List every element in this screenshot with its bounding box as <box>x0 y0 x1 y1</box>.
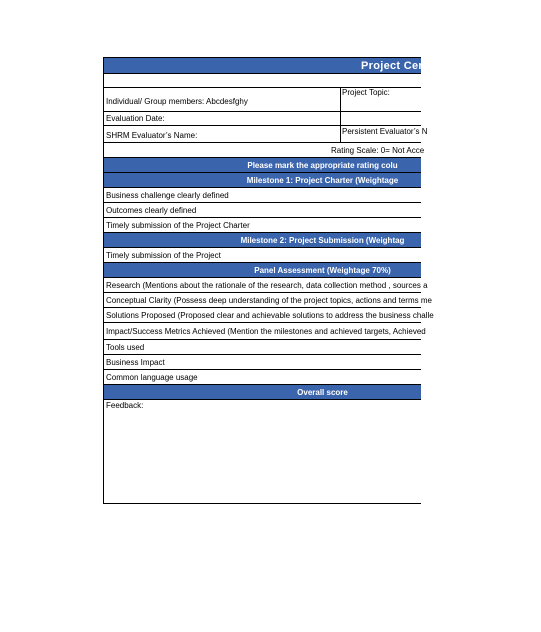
milestone-1-heading <box>104 173 421 188</box>
criterion-row <box>104 293 432 308</box>
milestone-1-title: Milestone 1: Project Charter (Weightage <box>246 176 399 185</box>
blank-row <box>104 74 421 88</box>
criterion-label: Conceptual Clarity (Possess deep understanding of the project topics, actions and terms me <box>106 296 432 305</box>
milestone-2-heading <box>104 233 421 248</box>
criterion-label: Outcomes clearly defined <box>106 206 197 215</box>
milestone-2-title: Milestone 2: Project Submission (Weightag <box>240 236 405 245</box>
criterion-row <box>104 355 421 370</box>
column-divider <box>340 126 341 143</box>
sheet-title: Project Certi <box>361 60 431 72</box>
criterion-label: Research (Mentions about the rationale of the research, data collection method , sources a <box>106 281 428 290</box>
criterion-row <box>104 188 421 203</box>
shrm-evaluator-label: SHRM Evaluator’s Name: <box>106 131 198 140</box>
criterion-label: Business Impact <box>106 358 165 367</box>
criterion-label: Timely submission of the Project <box>106 251 221 260</box>
feedback-label: Feedback: <box>106 401 144 410</box>
criterion-row <box>104 370 421 385</box>
criterion-label: Timely submission of the Project Charter <box>106 221 250 230</box>
criterion-label: Solutions Proposed (Proposed clear and achievable solutions to address the business challe <box>106 311 434 320</box>
criterion-row <box>104 308 434 323</box>
criterion-row <box>104 323 426 340</box>
criterion-row <box>104 278 428 293</box>
rating-scale-text: Rating Scale: 0= Not Acce <box>331 146 425 155</box>
evaluator-row <box>104 126 428 143</box>
rating-scale-row <box>104 143 425 158</box>
persistent-evaluator-label: Persistent Evaluator’s N <box>342 127 428 136</box>
panel-assessment-heading <box>104 263 421 278</box>
criterion-label: Impact/Success Metrics Achieved (Mention the milestones and achieved targets, Achieved <box>106 327 426 336</box>
overall-score-bar <box>104 385 421 400</box>
instruction-banner <box>104 158 421 173</box>
criterion-row <box>104 203 421 218</box>
overall-score-title: Overall score <box>297 388 348 397</box>
criterion-row <box>104 248 421 263</box>
criterion-label: Tools used <box>106 343 145 352</box>
criterion-label: Common language usage <box>106 373 198 382</box>
evaluation-date-label: Evaluation Date: <box>106 114 165 123</box>
evaluation-date-row <box>104 112 421 126</box>
criterion-label: Business challenge clearly defined <box>106 191 229 200</box>
criterion-row <box>104 218 421 233</box>
instruction-text: Please mark the appropriate rating colu <box>247 161 398 170</box>
column-divider <box>340 112 341 126</box>
evaluation-sheet <box>103 57 434 504</box>
members-row <box>104 88 421 112</box>
feedback-box[interactable] <box>104 400 421 504</box>
criterion-row <box>104 340 421 355</box>
members-label: Individual/ Group members: Abcdesfghy <box>106 97 248 106</box>
project-topic-label: Project Topic: <box>342 88 390 97</box>
column-divider <box>340 88 341 112</box>
panel-assessment-title: Panel Assessment (Weightage 70%) <box>254 266 391 275</box>
title-bar <box>104 57 431 74</box>
